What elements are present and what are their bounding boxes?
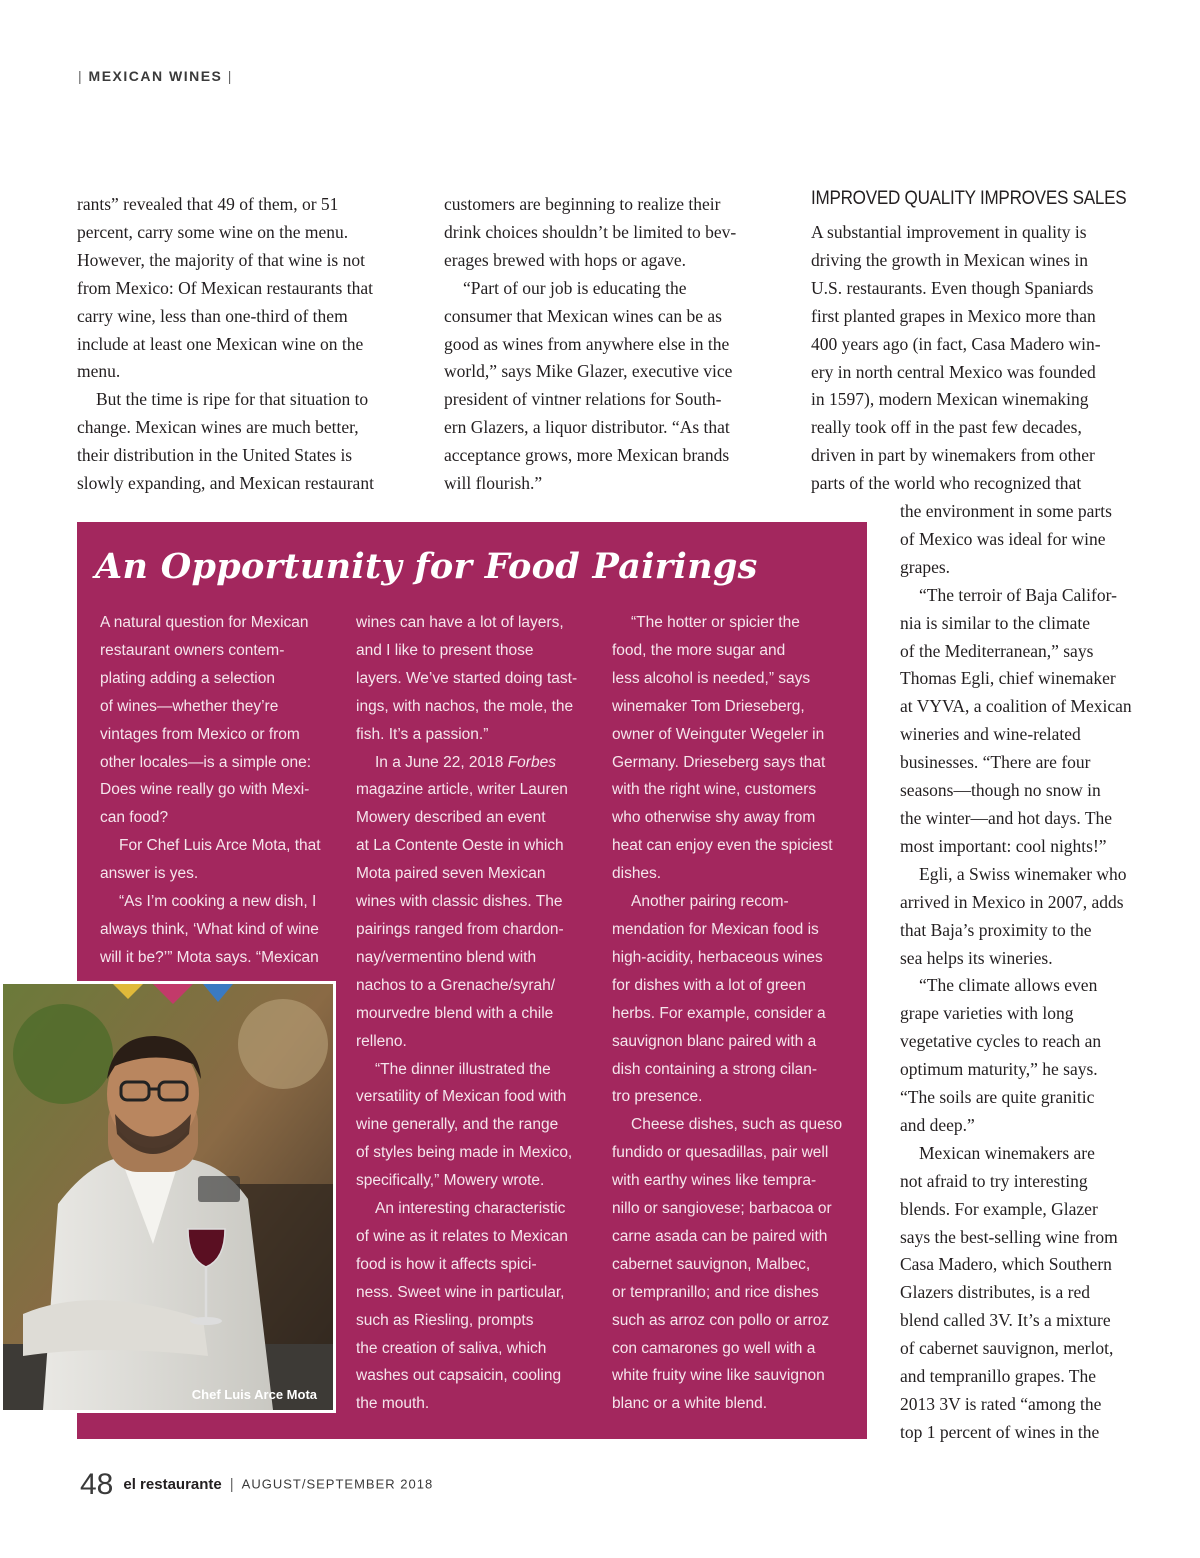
paragraph: wines can have a lot of layers, and I like to present those layers. We’ve started doing tast- ings, with nachos, the mole, the fish. It’s a passion.”	[356, 614, 578, 743]
section-label	[78, 68, 233, 84]
paragraph: customers are beginning to realize their drink choices shouldn’t be limited to bev- erages brewed with hops or agave.	[444, 194, 737, 270]
section-divider: |	[78, 68, 89, 84]
paragraph: rants” revealed that 49 of them, or 51 percent, carry some wine on the menu. However, the majority of that wine is not from Mexico: Of Mexican restaurants that carry wine, less than one-third of them include at least one Mexican wine on the menu.	[77, 194, 373, 382]
publication-name: Forbes	[507, 753, 556, 771]
paragraph: An interesting characteristic of wine as it relates to Mexican food is how it affects spici- ness. Sweet wine in particular, such as Riesling, prompts the creation of saliva, which washes out capsaicin, cooling the mouth.	[356, 1200, 568, 1413]
paragraph: “The climate allows even grape varieties with long vegetative cycles to reach an optimum maturity,” he says. “The soils are quite granitic and deep.”	[900, 975, 1102, 1135]
paragraph: “Part of our job is educating the consumer that Mexican wines can be as good as wines from anywhere else in the world,” says Mike Glazer, executive vice president of vintner relations for South- ern Glazers, a liquor distributor. “As that acceptance grows, more Mexican brands will flourish.”	[444, 277, 733, 494]
chef-photo	[0, 981, 336, 1413]
photo-caption: Chef Luis Arce Mota	[191, 1387, 317, 1402]
paragraph: Another pairing recom- mendation for Mexican food is high-acidity, herbaceous wines for dishes with a lot of green herbs. For example, consider a sauvignon blanc paired with a dish containing a strong cilan- tro presence.	[612, 893, 826, 1106]
sidebar-column-2	[356, 609, 596, 1418]
paragraph: “The dinner illustrated the versatility of Mexican food with wine generally, and the range of styles being made in Mexico, specifically,” Mowery wrote.	[356, 1060, 573, 1190]
section-divider: |	[222, 68, 233, 84]
article-column-3-narrow	[900, 498, 1150, 1447]
subheading: IMPROVED QUALITY IMPROVES SALES	[811, 188, 1127, 209]
magazine-name: el restaurante	[123, 1475, 222, 1493]
article-column-2	[444, 191, 784, 498]
paragraph	[356, 749, 596, 1056]
text-run: magazine article, writer Lauren Mowery described an event at La Contente Oeste in which Mota paired seven Mexican wines with classic dishes. The pairings ranged from chardon- nay/vermentino blend with nachos to a Grenache/syrah/ mourvedre blend with a chile relleno.	[356, 781, 568, 1050]
page-number: 48	[80, 1468, 114, 1501]
paragraph: A substantial improvement in quality is driving the growth in Mexican wines in U.S. restaurants. Even though Spaniards first planted grapes in Mexico more than 400 years ago (in fact, Casa Madero win- ery in north central Mexico was founded in 1597), modern Mexican winemaking really took off in the past few decades, driven in part by winemakers from other parts of the world who recognized that	[811, 222, 1101, 494]
paragraph: Egli, a Swiss winemaker who arrived in Mexico in 2007, adds that Baja’s proximity to the sea helps its wineries.	[900, 863, 1127, 968]
page-footer	[80, 1468, 433, 1502]
chef-illustration	[3, 984, 333, 1410]
paragraph: For Chef Luis Arce Mota, that answer is yes.	[100, 837, 321, 883]
article-column-3	[811, 219, 1141, 498]
paragraph: the environment in some parts of Mexico was ideal for wine grapes.	[900, 501, 1112, 577]
paragraph: But the time is ripe for that situation to change. Mexican wines are much better, their distribution in the United States is slowly expanding, and Mexican restaurant	[77, 389, 374, 494]
paragraph: A natural question for Mexican restaurant owners contem- plating adding a selection of wines—whether they’re vintages from Mexico or from other locales—is a simple one: Does wine really go with Mexi- can food?	[100, 614, 312, 827]
sidebar-column-1	[100, 609, 340, 972]
section-title: MEXICAN WINES	[88, 68, 223, 84]
issue-date: AUGUST/SEPTEMBER 2018	[241, 1476, 434, 1492]
paragraph: Cheese dishes, such as queso fundido or quesadillas, pair well with earthy wines like tempra- nillo or sangiovese; barbacoa or carne asada can be paired with cabernet sauvignon, Malbec, or tempranillo; and rice dishes such as arroz con pollo or arroz con camarones go well with a white fruity wine like sauvignon blanc or a white blend.	[612, 1116, 843, 1413]
paragraph: “The terroir of Baja Califor- nia is similar to the climate of the Mediterranean,” says Thomas Egli, chief winemaker at VYVA, a coalition of Mexican wineries and wine-related businesses. “There are four seasons—though no snow in the winter—and hot days. The most important: cool nights!”	[900, 584, 1132, 856]
sidebar-column-3	[612, 609, 857, 1418]
paragraph: “As I’m cooking a new dish, I always think, ‘What kind of wine will it be?’” Mota says. “Mexican	[100, 893, 319, 966]
sidebar-title: An Opportunity for Food Pairings	[95, 546, 758, 587]
footer-divider: |	[229, 1475, 234, 1493]
article-column-1	[77, 191, 417, 498]
paragraph: “The hotter or spicier the food, the more sugar and less alcohol is needed,” says winemaker Tom Drieseberg, owner of Weinguter Wegeler in Germany. Drieseberg says that with the right wine, customers who otherwise shy away from heat can enjoy even the spiciest dishes.	[612, 614, 833, 883]
paragraph: Mexican winemakers are not afraid to try interesting blends. For example, Glazer says the best-selling wine from Casa Madero, which Southern Glazers distributes, is a red blend called 3V. It’s a mixture of cabernet sauvignon, merlot, and tempranillo grapes. The 2013 3V is rated “among the top 1 percent of wines in the	[900, 1142, 1118, 1442]
text-run: In a June 22, 2018	[375, 753, 508, 771]
